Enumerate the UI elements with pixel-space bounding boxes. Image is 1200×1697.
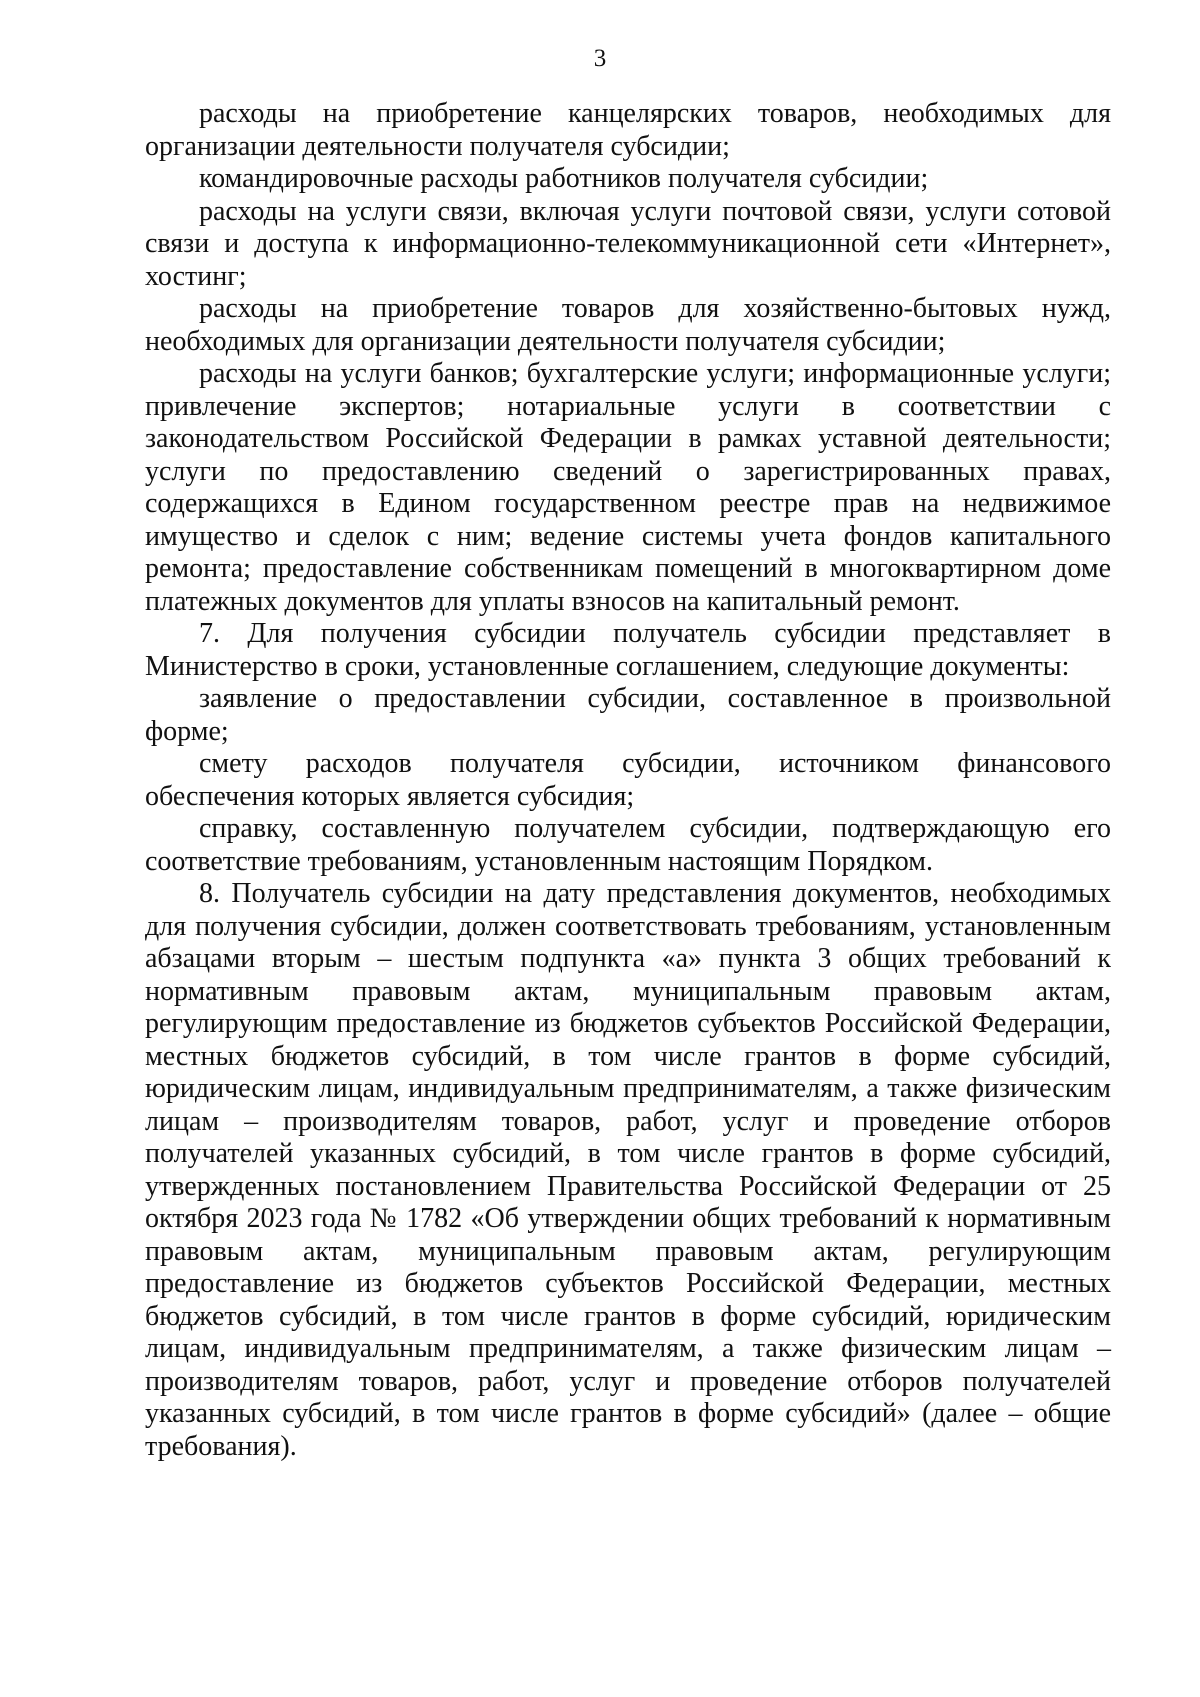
paragraph-application: заявление о предоставлении субсидии, составленное в произвольной форме; [145,683,1111,747]
paragraph-travel-expenses: командировочные расходы работников получателя субсидии; [199,163,929,194]
paragraph-expense-estimate: смету расходов получателя субсидии, источником финансового обеспечения которых является субсидия; [145,748,1111,812]
paragraph-household-goods: расходы на приобретение товаров для хозяйственно-бытовых нужд, необходимых для организации деятельности получателя субсидии; [145,293,1111,357]
paragraph-bank-services: расходы на услуги банков; бухгалтерские услуги; информационные услуги; привлечение экспертов; нотариальные услуги в соответствии с законодательством Российской Федерации в рамках уставной деятельности; услуги по предоставлению сведений о зарегистрированных правах, содержащихся в Едином государственном реестре прав на недвижимое имущество и сделок с ним; ведение системы учета фондов капитального ремонта; предоставление собственникам помещений в многоквартирном доме платежных документов для уплаты взносов на капитальный ремонт. [145,358,1111,617]
paragraph-office-supplies: расходы на приобретение канцелярских товаров, необходимых для организации деятельности получателя субсидии; [145,98,1111,162]
paragraph-communication-services: расходы на услуги связи, включая услуги почтовой связи, услуги сотовой связи и доступа к информационно-телекоммуникационной сети «Интернет», хостинг; [145,195,1111,292]
document-body [145,98,1111,1463]
paragraph-compliance-certificate: справку, составленную получателем субсидии, подтверждающую его соответствие требованиям, установленным настоящим Порядком. [145,813,1111,877]
paragraph-item-8: 8. Получатель субсидии на дату представления документов, необходимых для получения субсидии, должен соответствовать требованиям, установленным абзацами вторым – шестым подпункта «а» пункта 3 общих требований к нормативным правовым актам, муниципальным правовым актам, регулирующим предоставление из бюджетов субъектов Российской Федерации, местных бюджетов субсидий, в том числе грантов в форме субсидий, юридическим лицам, индивидуальным предпринимателям, а также физическим лицам – производителям товаров, работ, услуг и проведение отборов получателей указанных субсидий, в том числе грантов в форме субсидий, утвержденных постановлением Правительства Российской Федерации от 25 октября 2023 года № 1782 «Об утверждении общих требований к нормативным правовым актам, муниципальным правовым актам, регулирующим предоставление из бюджетов субъектов Российской Федерации, местных бюджетов субсидий, в том числе грантов в форме субсидий, юридическим лицам, индивидуальным предпринимателям, а также физическим лицам – производителям товаров, работ, услуг и проведение отборов получателей указанных субсидий, в том числе грантов в форме субсидий» (далее – общие требования). [145,878,1111,1462]
page-number: 3 [593,45,607,72]
paragraph-item-7: 7. Для получения субсидии получатель субсидии представляет в Министерство в сроки, установленные соглашением, следующие документы: [145,618,1111,682]
